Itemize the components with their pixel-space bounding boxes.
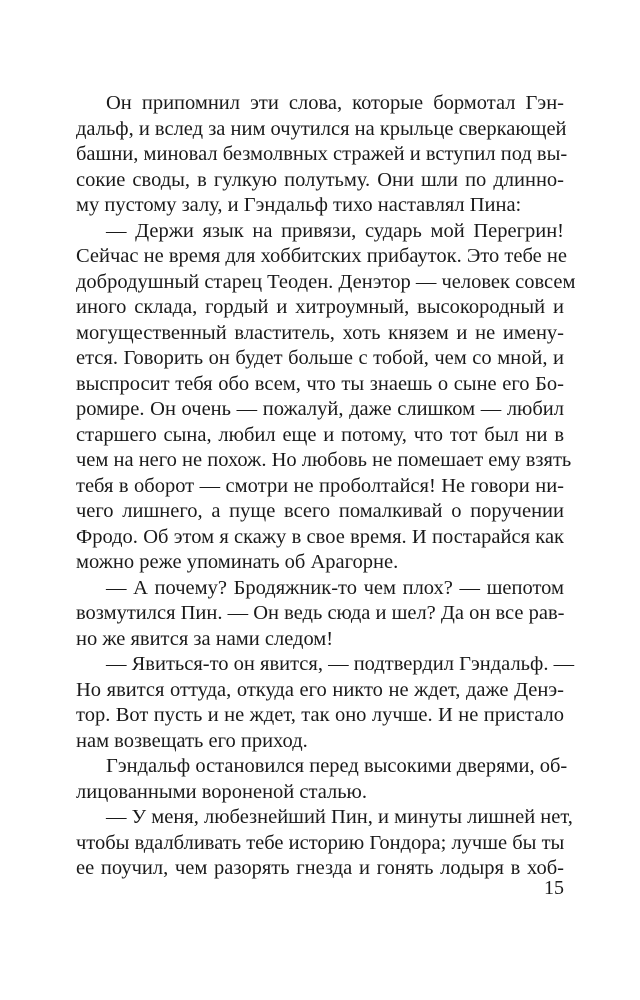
text-line: Сейчас не время для хоббитских прибауток. Это тебе не	[76, 245, 567, 267]
text-line: чем на него не похож. Но любовь не помешает ему взять	[76, 449, 572, 471]
text-line: нам возвещать его приход.	[76, 729, 308, 752]
page-number: 15	[544, 877, 564, 899]
text-line: чего лишнего, а пуще всего помалкивай о поручении	[76, 500, 564, 522]
text-line: Гэндальф остановился перед высокими дверями, об-	[106, 755, 568, 777]
text-line: Он припомнил эти слова, которые бормотал Гэн-	[106, 92, 564, 114]
body-text	[76, 91, 576, 882]
text-line: му пустому залу, и Гэндальф тихо наставлял Пина:	[76, 194, 522, 216]
text-line: тебя в оборот — смотри не проболтайся! Не говори ни-	[76, 474, 564, 497]
text-line: Фродо. Об этом я скажу в свое время. И постарайся как	[76, 525, 564, 548]
text-line: возмутился Пин. — Он ведь сюда и шел? Да он все рав-	[76, 602, 565, 624]
text-line: дальф, и вслед за ним очутился на крыльце сверкающей	[76, 117, 567, 140]
text-line: — У меня, любезнейший Пин, и минуты лишней нет,	[106, 806, 573, 828]
text-line: выспросит тебя обо всем, что ты знаешь о сыне его Бо-	[76, 372, 564, 395]
text-line: лицованными вороненой сталью.	[76, 780, 367, 803]
text-line: ромире. Он очень — пожалуй, даже слишком — любил	[76, 398, 564, 420]
text-line: — А почему? Бродяжник-то чем плох? — шепотом	[106, 576, 564, 599]
text-line: ее поучил, чем разорять гнезда и гонять лодыря в хоб-	[76, 857, 564, 879]
text-line: добродушный старец Теоден. Денэтор — человек совсем	[76, 270, 576, 293]
text-line: тор. Вот пусть и не ждет, так оно лучше. И не пристало	[76, 704, 564, 726]
text-line: иного склада, гордый и хитроумный, высокородный и	[76, 296, 564, 318]
text-line: старшего сына, любил еще и потому, что тот был ни в	[76, 423, 564, 446]
text-line: Но явится оттуда, откуда его никто не ждет, даже Денэ-	[76, 678, 564, 701]
text-line: — Явиться-то он явится, — подтвердил Гэндальф. —	[106, 653, 575, 675]
text-line: можно реже упоминать об Арагорне.	[76, 551, 399, 573]
text-line: — Держи язык на привязи, сударь мой Перегрин!	[106, 219, 564, 242]
text-line: башни, миновал безмолвных стражей и вступил под вы-	[76, 143, 568, 165]
text-line: ется. Говорить он будет больше с тобой, чем со мной, и	[76, 347, 564, 369]
text-line: но же явится за нами следом!	[76, 627, 334, 650]
text-line: чтобы вдалбливать тебе историю Гондора; лучше бы ты	[76, 831, 565, 854]
text-line: сокие своды, в гулкую полутьму. Они шли по длинно-	[76, 168, 564, 191]
text-line: могущественный властитель, хоть князем и не имену-	[76, 321, 564, 344]
